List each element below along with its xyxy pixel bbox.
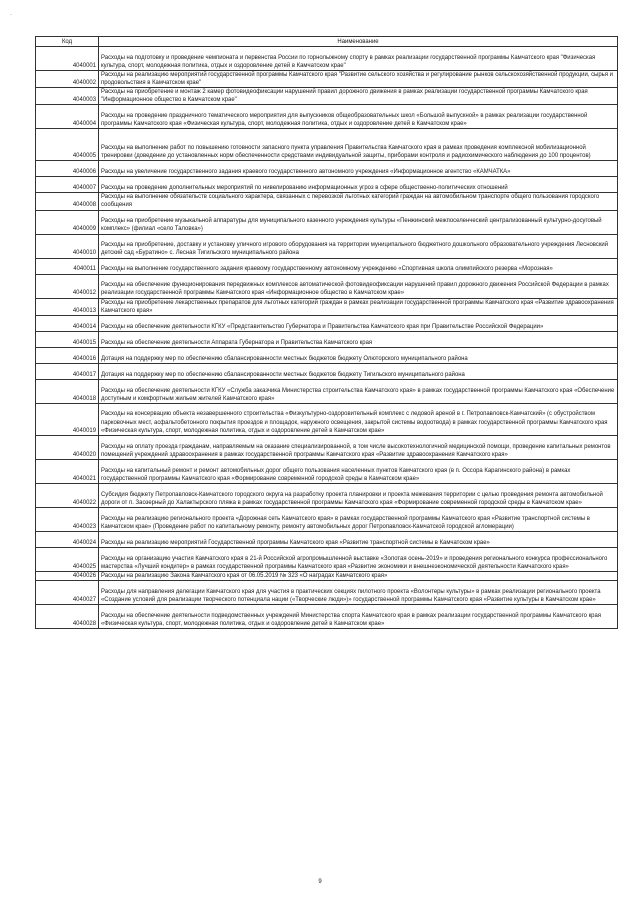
row-name: Расходы на проведение дополнительных мероприятий по нивелированию информационных угроз в сфере общественно-политических отношений (99, 177, 618, 193)
row-name: Расходы на выполнение обязательств социального характера, связанных с перевозкой льготных категорий граждан на автомобильном транспорте общего пользования городского сообщения (99, 193, 618, 210)
table-body (36, 47, 618, 629)
row-code: 4040024 (36, 531, 99, 547)
row-name: Расходы на выполнение государственного задания краевому государственному автономному учреждению «Спортивная школа олимпийского резерва «Морозная» (99, 258, 618, 274)
table-row (36, 547, 618, 571)
row-code: 4040019 (36, 403, 99, 435)
row-code: 4040002 (36, 71, 99, 88)
row-name: Расходы на увеличение государственного задания краевого государственного автономного учреждения «Информационное агентство «КАМЧАТКА» (99, 161, 618, 177)
row-code: 4040023 (36, 507, 99, 531)
row-name: Дотация на поддержку мер по обеспечению сбалансированности местных бюджетов бюджету Олюторского муниципального района (99, 347, 618, 363)
row-name: Расходы на выполнение работ по повышению готовности запасного пункта управления Правительства Камчатского края в рамках проведения комплексной мобилизационной тренировки (доведение до установленных норм обеспеченности средствами индивидуальной защиты, приборами контроля и радиохимического наблюдения до 100 процентов) (99, 129, 618, 161)
row-name: Расходы на реализацию регионального проекта «Дорожная сеть Камчатского края» в рамках государственной программы Камчатского края «Развитие транспортной системы в Камчатском крае» (Проведение работ по капитальному ремонту, ремонту автомобильных дорог Петропавловск-Камчатской городской агломерации) (99, 507, 618, 531)
row-name: Расходы на реализацию мероприятий Государственной программы Камчатского края «Развитие транспортной системы в Камчатском крае» (99, 531, 618, 547)
row-code: 4040022 (36, 483, 99, 507)
row-code: 4040003 (36, 88, 99, 105)
table-row (36, 193, 618, 210)
table-row (36, 47, 618, 71)
row-code: 4040026 (36, 571, 99, 580)
row-name: Расходы на обеспечение деятельности КГКУ «Служба заказчика Министерства строительства Камчатского края» в рамках государственной программы Камчатского края «Обеспечение доступным и комфортным жильем жителей Камчатского края» (99, 379, 618, 403)
row-name: Субсидия бюджету Петропавловск-Камчатского городского округа на разработку проекта планировки и проекта межевания территории с целью проведения ремонта автомобильной дороги от п. Заозерный до Халактырского пляжа в рамках государственной программы Камчатского края «Формирование современной городской среды в Камчатском крае» (99, 483, 618, 507)
corner-mark: · (10, 12, 12, 18)
table-row (36, 379, 618, 403)
row-name: Расходы на приобретение и монтаж 2 камер фотовидеофиксации нарушений правил дорожного движения в рамках реализации государственной программы Камчатского края "Информационное общество в Камчатском крае" (99, 88, 618, 105)
row-name: Дотация на поддержку мер по обеспечению сбалансированности местных бюджетов бюджету Тигильского муниципального района (99, 363, 618, 379)
row-code: 4040028 (36, 604, 99, 628)
row-name: Расходы на организацию участия Камчатского края в 21-й Российской агропромышленной выставке «Золотая осень-2019» и проведения регионального конкурса профессионального мастерства «Лучший кондитер» в рамках государственной программы Камчатского края «Развитие экономики и внешнеэкономической деятельности Камчатского края» (99, 547, 618, 571)
row-name: Расходы на подготовку и проведение чемпионата и первенства России по горнолыжному спорту в рамках реализации государственной программы Камчатского края "Физическая культура, спорт, молодежная политика, отдых и оздоровление детей в Камчатском крае" (99, 47, 618, 71)
row-code: 4040021 (36, 459, 99, 483)
table-row (36, 161, 618, 177)
row-code: 4040015 (36, 331, 99, 347)
header-name: Наименование (99, 37, 618, 47)
row-name: Расходы на реализацию мероприятий государственной программы Камчатского края "Развитие сельского хозяйства и регулирование рынков сельскохозяйственной продукции, сырья и продовольствия в Камчатском крае" (99, 71, 618, 88)
row-name: Расходы на обеспечение деятельности Аппарата Губернатора и Правительства Камчатского края (99, 331, 618, 347)
table-row (36, 177, 618, 193)
table-row (36, 483, 618, 507)
row-code: 4040027 (36, 580, 99, 604)
row-code: 4040011 (36, 258, 99, 274)
table-row (36, 347, 618, 363)
table-row (36, 604, 618, 628)
table-row (36, 580, 618, 604)
row-code: 4040007 (36, 177, 99, 193)
table-row (36, 507, 618, 531)
table-row (36, 435, 618, 459)
row-name: Расходы на приобретение лекарственных препаратов для льготных категорий граждан в рамках реализации государственной программы Камчатского края «Развитие здравоохранения Камчатского края» (99, 298, 618, 315)
table-row (36, 363, 618, 379)
row-code: 4040001 (36, 47, 99, 71)
row-name: Расходы на приобретение, доставку и установку уличного игрового оборудования на территории муниципального бюджетного дошкольного образовательного учреждения Лесновский детский сад «Буратино» с. Лесная Тигильского муниципального района (99, 234, 618, 258)
row-name: Расходы на оплату проезда гражданам, направляемым на оказание специализированной, в том числе высокотехнологичной медицинской помощи, проведение капитальных ремонтов помещений учреждений здравоохранения в рамках государственной программы Камчатского края «Развитие здравоохранения Камчатского края» (99, 435, 618, 459)
table-row (36, 531, 618, 547)
row-code: 4040016 (36, 347, 99, 363)
row-code: 4040006 (36, 161, 99, 177)
row-name: Расходы на обеспечение функционирования передвижных комплексов автоматической фотовидеофиксации нарушений правил дорожного движения Российской Федерации в рамках реализации государственной программы Камчатского края «Информационное общество в Камчатском крае» (99, 274, 618, 298)
row-name: Расходы на консервацию объекта незавершенного строительства «Физкультурно-оздоровительный комплекс с ледовой ареной в г. Петропавловск-Камчатский» (с обустройством парковочных мест, асфальтобетонного покрытия проездов и площадок, наружного освещения, закрытой системы водоотвода) в рамках государственной программы Камчатского края «Физическая культура, спорт, молодежная политика, отдых и оздоровление детей в Камчатском крае» (99, 403, 618, 435)
table-row (36, 129, 618, 161)
table-row (36, 71, 618, 88)
row-code: 4040017 (36, 363, 99, 379)
row-code: 4040013 (36, 298, 99, 315)
table-row (36, 274, 618, 298)
table-row (36, 459, 618, 483)
row-name: Расходы на приобретение музыкальной аппаратуры для муниципального казенного учреждения культуры «Пенжинский межпоселенческий централизованный культурно-досуговый комплекс» (филиал «село Таловка») (99, 210, 618, 234)
row-name: Расходы на капитальный ремонт и ремонт автомобильных дорог общего пользования населенных пунктов Камчатского края (в п. Оссора Карагинского района) в рамках государственной программы Камчатского края «Формирование современной городской среды в Камчатском крае» (99, 459, 618, 483)
row-name: Расходы для направления делегации Камчатского края для участия в практических секциях пилотного проекта «Волонтеры культуры» в рамках реализации регионального проекта «Создание условий для реализации творческого потенциала нации («Творческие люди»)» государственной программы Камчатского края «Развитие культуры в Камчатском крае» (99, 580, 618, 604)
table-row (36, 210, 618, 234)
table-row (36, 315, 618, 331)
table-row (36, 571, 618, 580)
row-name: Расходы на обеспечение деятельности подведомственных учреждений Министерства спорта Камчатского края в рамках реализации государственной программы Камчатского края «Физическая культура, спорт, молодежная политика, отдых и оздоровление детей в Камчатском крае» (99, 604, 618, 628)
table-row (36, 298, 618, 315)
row-code: 4040025 (36, 547, 99, 571)
row-code: 4040010 (36, 234, 99, 258)
row-name: Расходы на обеспечение деятельности КГКУ «Представительство Губернатора и Правительства Камчатского края при Правительстве Российской Федерации» (99, 315, 618, 331)
table-row (36, 234, 618, 258)
row-code: 4040004 (36, 105, 99, 129)
table-row (36, 88, 618, 105)
table-row (36, 403, 618, 435)
table-header-row (36, 37, 618, 47)
row-code: 4040009 (36, 210, 99, 234)
row-code: 4040020 (36, 435, 99, 459)
row-code: 4040005 (36, 129, 99, 161)
table-row (36, 331, 618, 347)
row-name: Расходы на реализацию Закона Камчатского края от 06.05.2019 № 323 «О наградах Камчатского края» (99, 571, 618, 580)
table-row (36, 105, 618, 129)
row-code: 4040018 (36, 379, 99, 403)
row-code: 4040012 (36, 274, 99, 298)
page-number: 9 (318, 879, 322, 885)
row-name: Расходы на проведение праздничного тематического мероприятия для выпускников общеобразовательных школ «Большой выпускной» в рамках реализации государственной программы Камчатского края «Физическая культура, спорт, молодежная политика, отдых и оздоровление детей в Камчатском крае» (99, 105, 618, 129)
table-row (36, 258, 618, 274)
row-code: 4040008 (36, 193, 99, 210)
codes-table (35, 36, 618, 629)
header-code: Код (36, 37, 99, 47)
row-code: 4040014 (36, 315, 99, 331)
